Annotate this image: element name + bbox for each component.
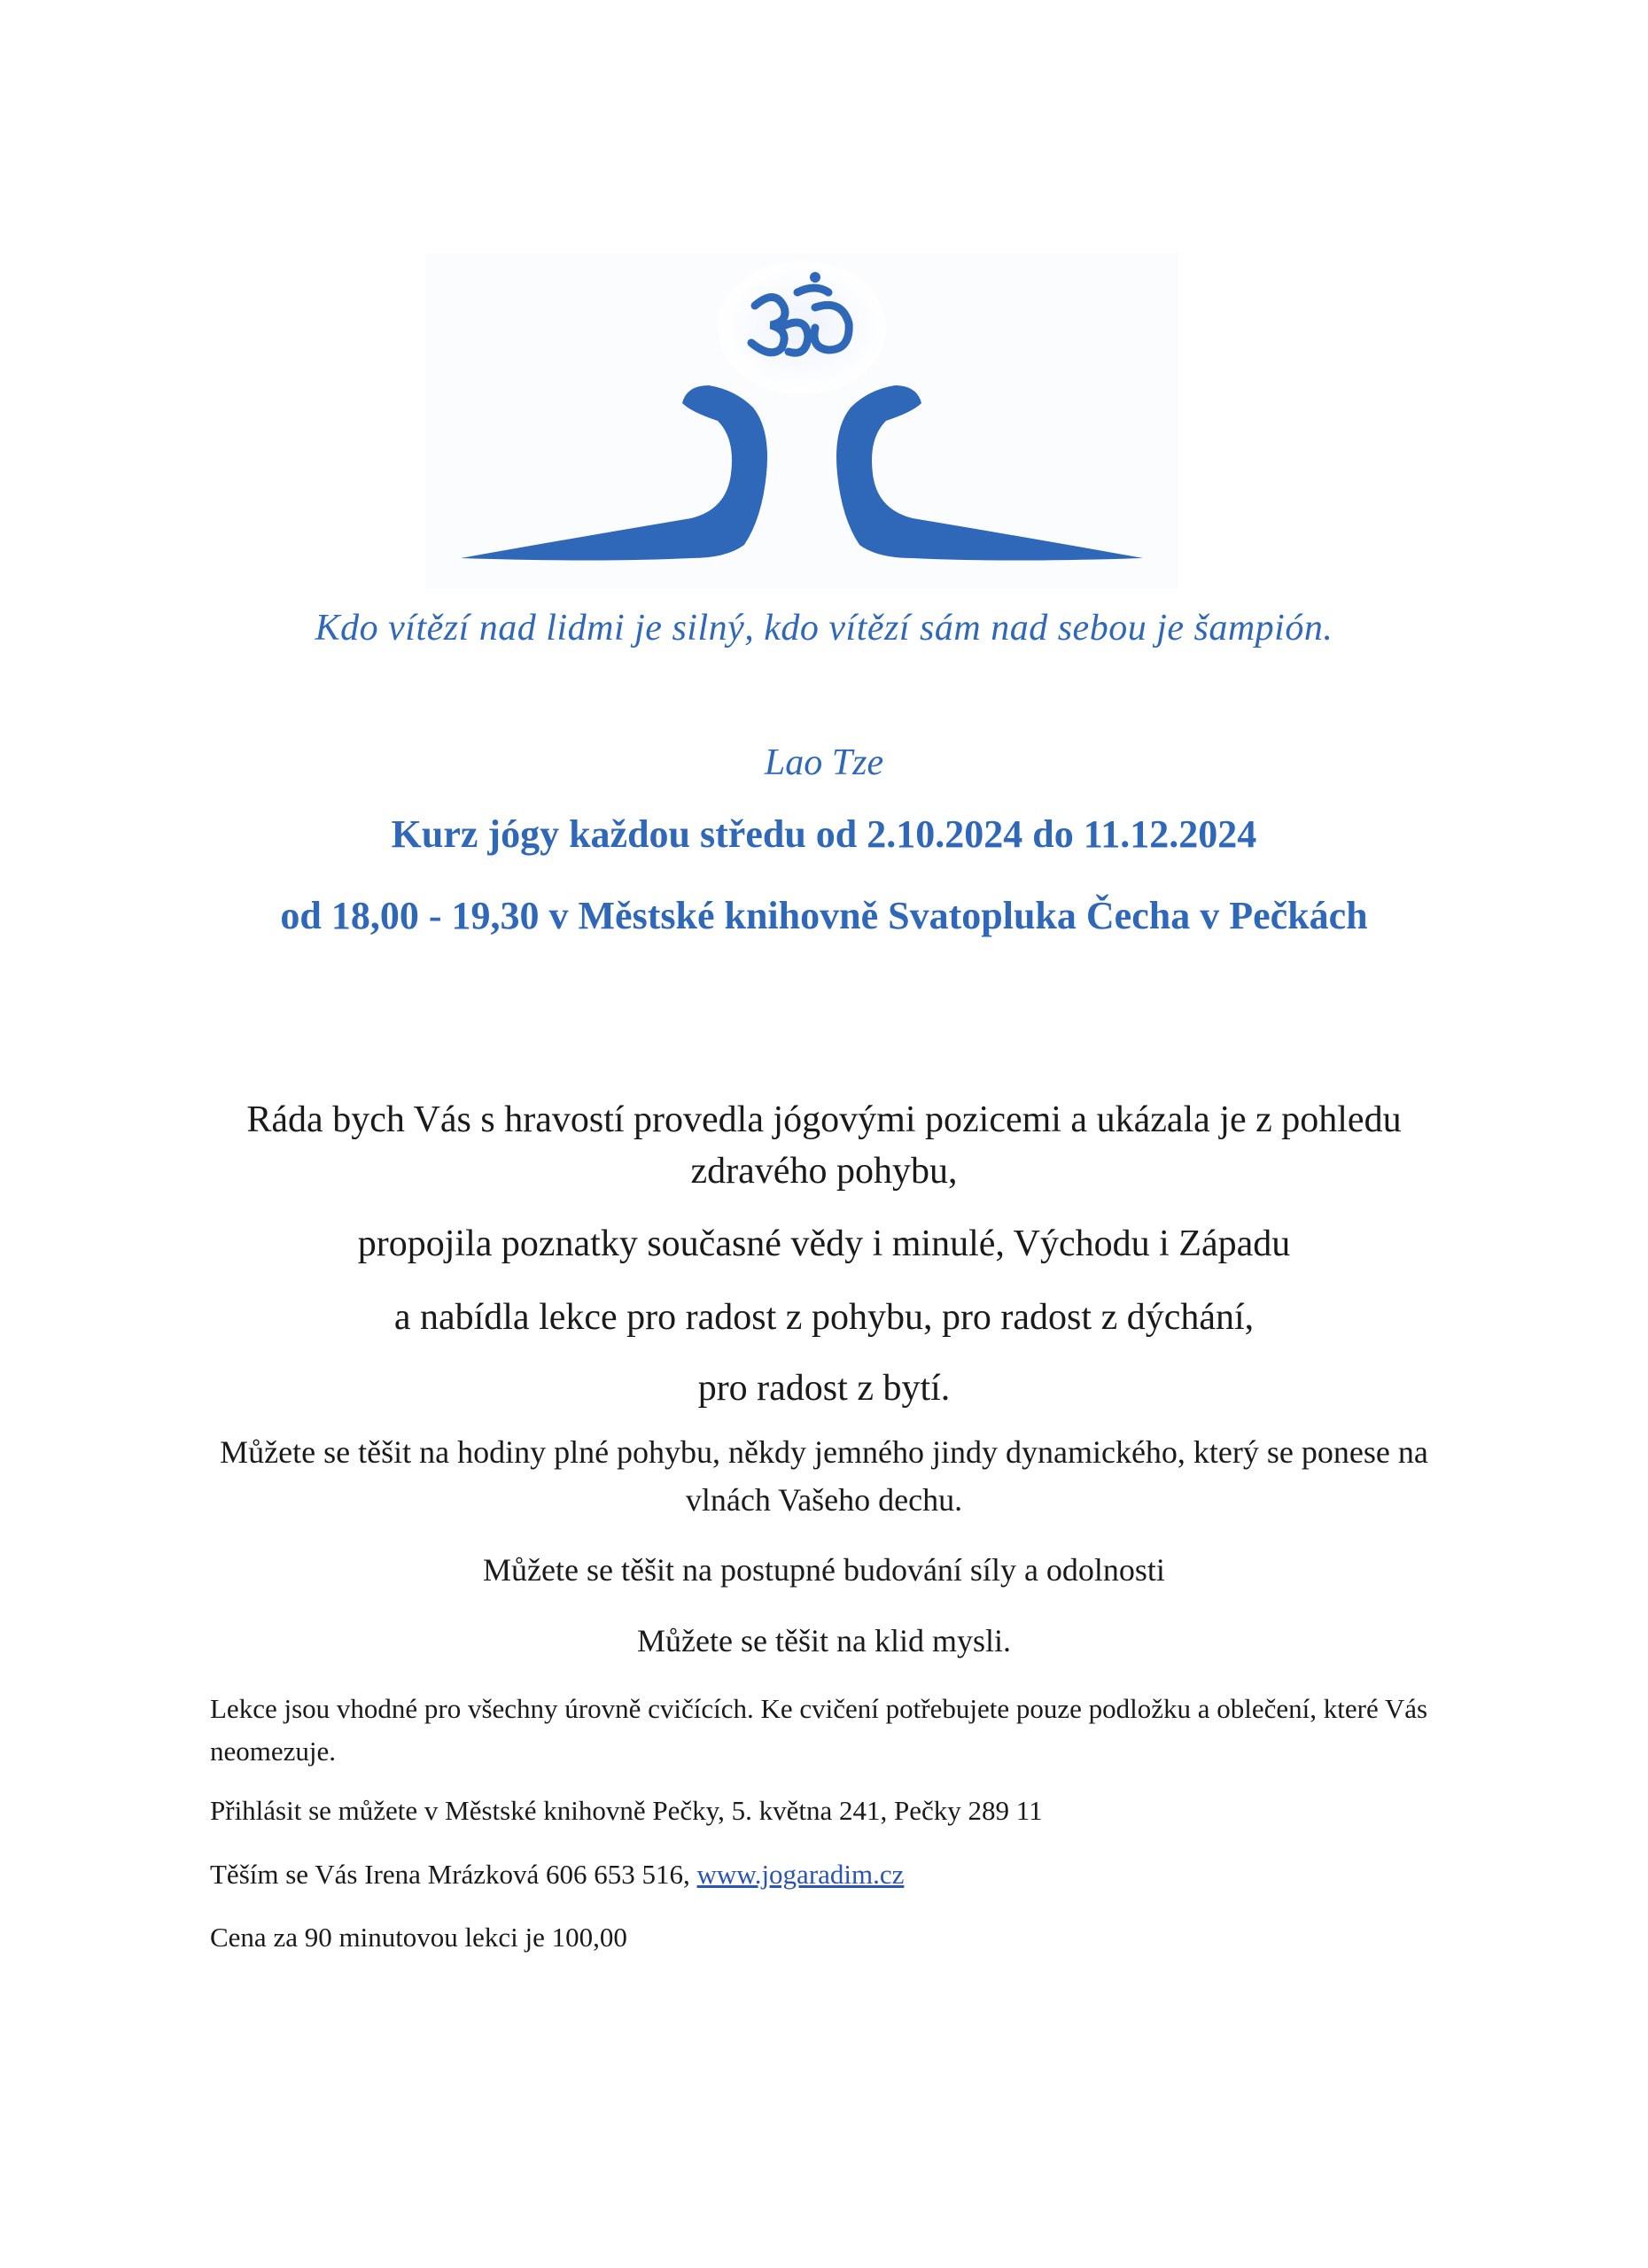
intro-paragraph-4: pro radost z bytí.: [697, 1368, 951, 1409]
quote-text: Kdo vítězí nad lidmi je silný, kdo vítězí sám nad sebou je šampión.: [315, 608, 1333, 649]
website-link[interactable]: www.jogaradim.cz: [696, 1859, 905, 1890]
om-yoga-icon: [425, 252, 1178, 589]
benefit-strength: Můžete se těšit na postupné budování síly a odolnosti: [483, 1552, 1165, 1588]
benefit-calm: Můžete se těšit na klid mysli.: [637, 1623, 1011, 1658]
intro-paragraph-1: Ráda bych Vás s hravostí provedla jógovými pozicemi a ukázala je z pohledu zdravého pohybu,: [246, 1099, 1402, 1192]
quote-author: Lao Tze: [764, 742, 884, 783]
suitability-note: Lekce jsou vhodné pro všechny úrovně cvičících. Ke cvičení potřebujete pouze podložku a oblečení, které Vás neomezuje.: [210, 1693, 1428, 1767]
intro-paragraph-3: a nabídla lekce pro radost z pohybu, pro radost z dýchání,: [393, 1297, 1255, 1338]
price-info: Cena za 90 minutovou lekci je 100,00: [210, 1922, 627, 1953]
contact-text: Těším se Vás Irena Mrázková 606 653 516,: [210, 1859, 697, 1890]
course-time-place: od 18,00 - 19,30 v Městské knihovně Svatopluka Čecha v Pečkách: [280, 894, 1368, 937]
yoga-logo: [425, 252, 1178, 589]
contact-line: [210, 1853, 1450, 1896]
benefit-movement: Můžete se těšit na hodiny plné pohybu, někdy jemného jindy dynamického, který se ponese na vlnách Vašeho dechu.: [220, 1434, 1428, 1518]
course-dates: Kurz jógy každou středu od 2.10.2024 do 11.12.2024: [391, 812, 1257, 856]
signup-info: Přihlásit se můžete v Městské knihovně Pečky, 5. května 241, Pečky 289 11: [210, 1795, 1043, 1826]
intro-paragraph-2: propojila poznatky současné vědy i minulé, Východu i Západu: [357, 1223, 1291, 1264]
